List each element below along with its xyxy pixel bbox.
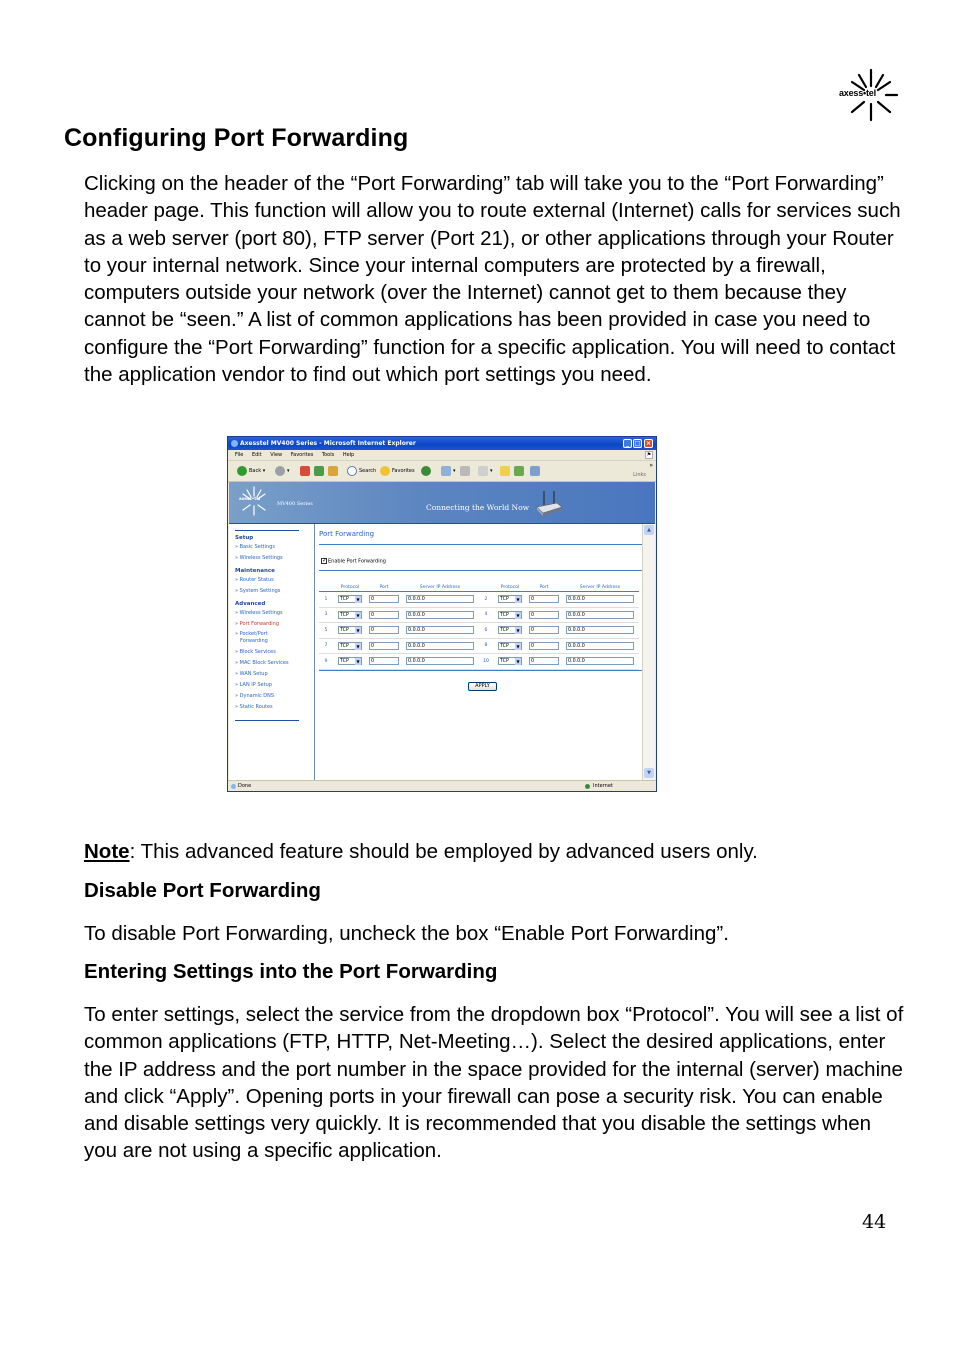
page-title: Configuring Port Forwarding xyxy=(64,124,409,152)
server-ip-input[interactable]: 0.0.0.0 xyxy=(406,642,474,650)
protocol-select[interactable] xyxy=(498,642,522,650)
menu-file[interactable]: File xyxy=(235,452,244,458)
port-input[interactable]: 0 xyxy=(529,642,559,650)
router-icon xyxy=(535,489,563,517)
chevron-down-icon[interactable]: ▼ xyxy=(516,597,520,603)
search-icon xyxy=(347,466,357,476)
protocol-select[interactable] xyxy=(338,595,362,603)
entering-heading: Entering Settings into the Port Forwarding xyxy=(84,960,498,983)
enable-port-forwarding-row xyxy=(321,558,386,565)
col-port: Port xyxy=(367,583,401,592)
router-banner xyxy=(229,482,655,523)
disable-heading: Disable Port Forwarding xyxy=(84,879,321,902)
page-icon xyxy=(231,784,236,789)
port-input[interactable]: 0 xyxy=(369,595,399,603)
stop-button[interactable] xyxy=(300,465,312,477)
sidebar-section-maintenance: Maintenance xyxy=(235,568,275,574)
links-label[interactable]: Links xyxy=(633,472,646,478)
rule-number: 10 xyxy=(479,654,493,670)
banner-logo-text: axess•tel xyxy=(239,496,261,501)
internet-zone-icon xyxy=(585,784,590,789)
table-row xyxy=(319,623,639,639)
protocol-select[interactable] xyxy=(498,611,522,619)
server-ip-input[interactable]: 0.0.0.0 xyxy=(566,595,634,603)
protocol-select[interactable] xyxy=(338,642,362,650)
table-row xyxy=(319,592,639,608)
home-button[interactable] xyxy=(328,465,340,477)
protocol-value: TCP xyxy=(500,659,509,665)
page-number: 44 xyxy=(862,1211,887,1233)
windows-flag-icon: ⚑ xyxy=(646,452,652,458)
banner-product: MV400 Series xyxy=(277,501,313,507)
logo-wordmark: axess•tel xyxy=(839,88,876,98)
col-server-ip: Server IP Address xyxy=(401,583,479,592)
server-ip-input[interactable]: 0.0.0.0 xyxy=(566,611,634,619)
browser-toolbar xyxy=(228,461,656,482)
star-icon xyxy=(380,466,390,476)
brand-logo xyxy=(838,66,898,124)
chevron-down-icon[interactable]: ▼ xyxy=(356,628,360,634)
forward-arrow-icon xyxy=(275,466,285,476)
panel-title: Port Forwarding xyxy=(319,530,375,538)
sidebar-item-wireless-settings[interactable]: » Wireless Settings xyxy=(235,555,283,561)
panel-divider xyxy=(319,570,642,571)
table-row xyxy=(319,607,639,623)
browser-statusbar xyxy=(228,780,656,792)
protocol-value: TCP xyxy=(340,612,349,618)
menu-favorites[interactable]: Favorites xyxy=(290,452,314,458)
home-icon xyxy=(328,466,338,476)
chevron-down-icon[interactable]: ▼ xyxy=(516,628,520,634)
port-input[interactable]: 0 xyxy=(529,626,559,634)
rule-number: 8 xyxy=(479,638,493,654)
sidebar-item-basic-settings[interactable]: » Basic Settings xyxy=(235,544,275,550)
protocol-select[interactable] xyxy=(498,626,522,634)
router-sidebar xyxy=(229,524,315,780)
table-row xyxy=(319,654,639,670)
note-label: Note xyxy=(84,840,130,863)
sidebar-item-router-status[interactable]: » Router Status xyxy=(235,577,274,583)
entering-paragraph: To enter settings, select the service from the dropdown box “Protocol”. You will see a list of common applications (FTP, HTTP, Net-Meeting…). Select the desired applications, enter the IP address and the port number in the space provided for the internal (server) machine and click “Apply”. Opening ports in your firewall can pose a security risk. You can enable and disable settings very quickly. It is recommended that you disable the settings when you are not using a specific application. xyxy=(84,1003,904,1163)
protocol-value: TCP xyxy=(340,643,349,649)
port-forwarding-panel xyxy=(315,524,642,780)
server-ip-input[interactable]: 0.0.0.0 xyxy=(406,657,474,665)
search-label: Search xyxy=(359,468,377,474)
back-arrow-icon xyxy=(237,466,247,476)
chevron-down-icon[interactable]: ▼ xyxy=(356,597,360,603)
port-input[interactable]: 0 xyxy=(369,657,399,665)
chevron-right-icon[interactable]: » xyxy=(649,462,653,469)
window-title: Axesstel MV400 Series - Microsoft Internet Explorer xyxy=(240,440,416,447)
protocol-select[interactable] xyxy=(338,626,362,634)
favorites-label: Favorites xyxy=(392,468,415,474)
vertical-scrollbar[interactable] xyxy=(642,524,655,780)
chevron-down-icon[interactable]: ▼ xyxy=(516,643,520,649)
chevron-down-icon[interactable]: ▼ xyxy=(516,659,520,665)
note-text: : This advanced feature should be employed by advanced users only. xyxy=(129,840,758,863)
protocol-value: TCP xyxy=(500,643,509,649)
protocol-value: TCP xyxy=(500,612,509,618)
banner-logo-icon xyxy=(235,485,269,517)
chevron-down-icon[interactable]: ▼ xyxy=(356,659,360,665)
menu-bar xyxy=(228,450,656,461)
rule-number: 2 xyxy=(479,592,493,608)
col-port: Port xyxy=(527,583,561,592)
menu-help[interactable]: Help xyxy=(342,452,355,458)
port-input[interactable]: 0 xyxy=(529,657,559,665)
print-button[interactable] xyxy=(460,465,472,477)
folder-icon xyxy=(500,466,510,476)
col-server-ip: Server IP Address xyxy=(561,583,639,592)
port-forwarding-table xyxy=(319,583,639,670)
sidebar-item-lan-ip-setup[interactable]: » LAN IP Setup xyxy=(235,682,272,688)
protocol-value: TCP xyxy=(500,597,509,603)
protocol-value: TCP xyxy=(500,628,509,634)
rule-number: 5 xyxy=(319,623,333,639)
port-input[interactable]: 0 xyxy=(529,595,559,603)
menu-tools[interactable]: Tools xyxy=(321,452,335,458)
rule-number: 1 xyxy=(319,592,333,608)
sidebar-section-advanced: Advanced xyxy=(235,601,266,607)
sidebar-section-setup: Setup xyxy=(235,535,254,541)
rule-number: 9 xyxy=(319,654,333,670)
banner-slogan: Connecting the World Now xyxy=(426,503,530,512)
server-ip-input[interactable]: 0.0.0.0 xyxy=(406,595,474,603)
protocol-select[interactable] xyxy=(338,611,362,619)
protocol-select[interactable] xyxy=(498,595,522,603)
back-button[interactable]: Back ▾ xyxy=(237,465,265,477)
discuss-button[interactable] xyxy=(500,465,512,477)
server-ip-input[interactable]: 0.0.0.0 xyxy=(406,611,474,619)
chevron-down-icon[interactable]: ▼ xyxy=(516,612,520,618)
server-ip-input[interactable]: 0.0.0.0 xyxy=(566,657,634,665)
sidebar-item-port-forwarding[interactable]: » Port Forwarding xyxy=(235,621,279,627)
panel-divider xyxy=(319,670,642,671)
sidebar-item-block-services[interactable]: » Block Services xyxy=(235,649,276,655)
server-ip-input[interactable]: 0.0.0.0 xyxy=(566,642,634,650)
refresh-icon xyxy=(314,466,324,476)
protocol-value: TCP xyxy=(340,628,349,634)
favorites-button[interactable] xyxy=(380,465,415,477)
ie-icon xyxy=(231,440,238,447)
chevron-down-icon[interactable]: ▼ xyxy=(356,643,360,649)
table-row xyxy=(319,638,639,654)
back-label: Back xyxy=(249,468,262,474)
enable-port-forwarding-label: Enable Port Forwarding xyxy=(328,558,386,565)
col-protocol: Protocol xyxy=(493,583,527,592)
window-titlebar xyxy=(228,437,656,450)
stop-icon xyxy=(300,466,310,476)
forward-button[interactable]: ▾ xyxy=(275,465,290,477)
port-input[interactable]: 0 xyxy=(369,611,399,619)
rule-number: 7 xyxy=(319,638,333,654)
history-icon xyxy=(421,466,431,476)
sidebar-item-pocket-port-cont[interactable]: Forwarding xyxy=(240,638,268,644)
sidebar-item-mac-block-services[interactable]: » MAC Block Services xyxy=(235,660,289,666)
sidebar-item-system-settings[interactable]: » System Settings xyxy=(235,588,281,594)
sidebar-item-static-routes[interactable]: » Static Routes xyxy=(235,704,273,710)
note-paragraph xyxy=(84,838,904,865)
table-header-row xyxy=(319,583,639,592)
apply-button[interactable]: APPLY xyxy=(468,682,497,691)
server-ip-input[interactable]: 0.0.0.0 xyxy=(566,626,634,634)
messenger-button[interactable] xyxy=(514,465,526,477)
port-input[interactable]: 0 xyxy=(529,611,559,619)
search-button[interactable] xyxy=(347,465,376,477)
rule-number: 6 xyxy=(479,623,493,639)
intro-paragraph: Clicking on the header of the “Port Forwarding” tab will take you to the “Port Forwarding” header page. This function will allow you to route external (Internet) calls for services such as a web server (port 80), FTP server (Port 21), or other applications through your Router to your internal network. Since your internal computers are protected by a firewall, computers outside your network (over the Internet) cannot get to them because they cannot be “seen.” A list of common applications has been provided in case you need to configure the “Port Forwarding” function for a specific application. You will need to contact the application vendor to find out which port settings you need. xyxy=(84,172,901,387)
sidebar-item-adv-wireless-settings[interactable]: » Wireless Settings xyxy=(235,610,283,616)
panel-divider xyxy=(319,544,642,545)
sidebar-item-pocket-port[interactable]: » Pocket/Port xyxy=(235,631,268,637)
minimize-icon[interactable]: _ xyxy=(623,439,632,448)
scroll-up-icon[interactable]: ▲ xyxy=(644,525,654,535)
status-done: Done xyxy=(238,783,252,789)
research-button[interactable] xyxy=(530,465,542,477)
refresh-button[interactable] xyxy=(314,465,326,477)
protocol-select[interactable] xyxy=(338,657,362,665)
rule-number: 4 xyxy=(479,607,493,623)
server-ip-input[interactable]: 0.0.0.0 xyxy=(406,626,474,634)
rule-number: 3 xyxy=(319,607,333,623)
scroll-down-icon[interactable]: ▼ xyxy=(644,768,654,778)
history-button[interactable] xyxy=(421,465,433,477)
mail-button[interactable]: ▾ xyxy=(441,465,456,477)
close-icon[interactable]: × xyxy=(645,440,652,447)
mail-icon xyxy=(441,466,451,476)
port-input[interactable]: 0 xyxy=(369,626,399,634)
sidebar-divider xyxy=(235,720,299,721)
messenger-icon xyxy=(514,466,524,476)
print-icon xyxy=(460,466,470,476)
research-icon xyxy=(530,466,540,476)
col-protocol: Protocol xyxy=(333,583,367,592)
maximize-icon[interactable]: □ xyxy=(634,440,641,447)
sidebar-divider xyxy=(235,530,299,531)
chevron-down-icon[interactable]: ▼ xyxy=(356,612,360,618)
protocol-value: TCP xyxy=(340,597,349,603)
router-screenshot xyxy=(227,436,657,792)
menu-edit[interactable]: Edit xyxy=(251,452,262,458)
disable-paragraph: To disable Port Forwarding, uncheck the box “Enable Port Forwarding”. xyxy=(84,922,729,945)
browser-content xyxy=(229,482,655,780)
protocol-value: TCP xyxy=(340,659,349,665)
sidebar-item-wan-setup[interactable]: » WAN Setup xyxy=(235,671,268,677)
status-zone: Internet xyxy=(593,783,613,789)
protocol-select[interactable] xyxy=(498,657,522,665)
edit-icon xyxy=(478,466,488,476)
enable-port-forwarding-checkbox[interactable]: ✓ xyxy=(322,557,328,564)
menu-view[interactable]: View xyxy=(270,452,283,458)
sidebar-item-dynamic-dns[interactable]: » Dynamic DNS xyxy=(235,693,275,699)
port-input[interactable]: 0 xyxy=(369,642,399,650)
edit-button[interactable]: ▾ xyxy=(478,465,493,477)
